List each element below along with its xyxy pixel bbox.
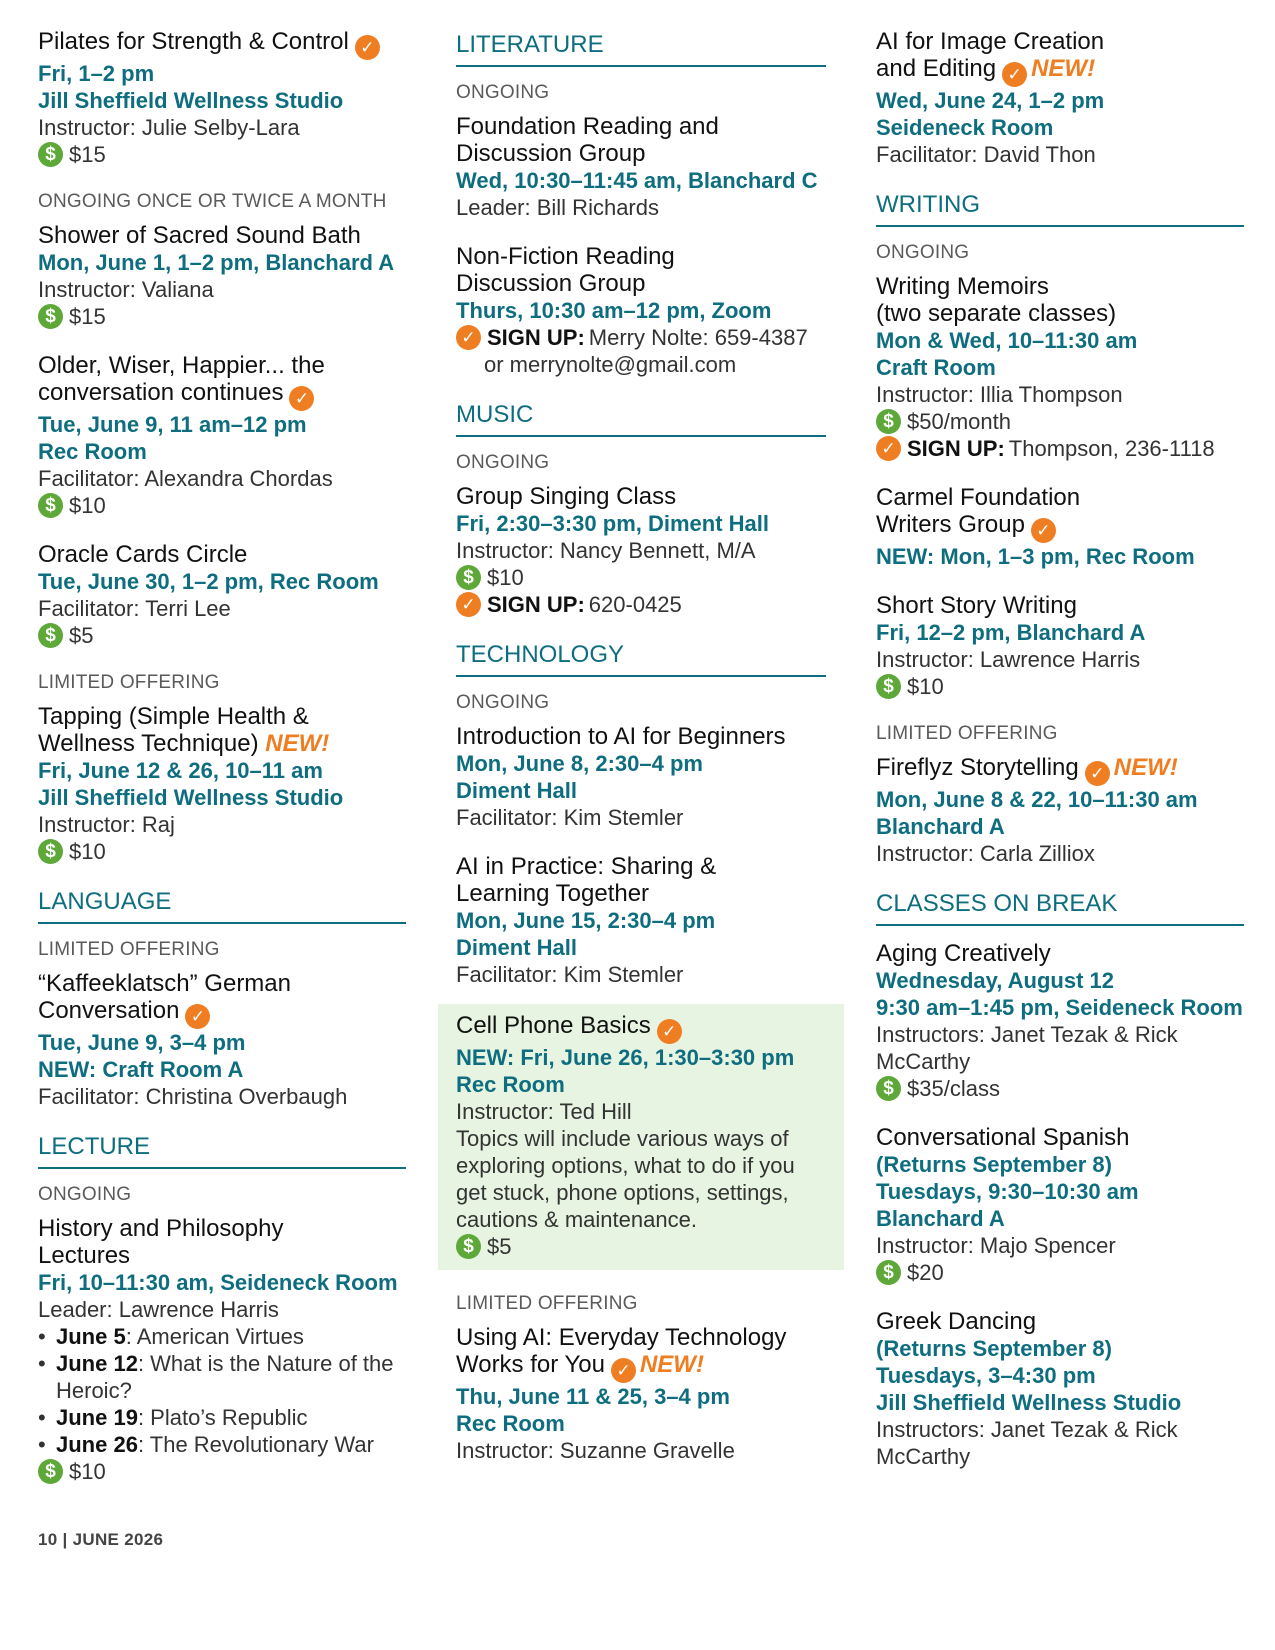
category-label: LIMITED OFFERING <box>456 1293 638 1314</box>
course-location: Jill Sheffield Wellness Studio <box>876 1390 1182 1415</box>
check-badge-icon: ✓ <box>876 436 901 461</box>
course-price: $ $10 <box>456 564 826 591</box>
page-number: 10 <box>38 1530 58 1549</box>
course-title: Older, Wiser, Happier... the <box>38 352 325 379</box>
course-title: “Kaffeeklatsch” German <box>38 970 291 997</box>
category-label: LIMITED OFFERING <box>38 939 220 960</box>
section-heading-music: MUSIC <box>456 400 826 437</box>
course-cell-phone-basics <box>438 1004 844 1270</box>
course-title-cont: and Editing <box>876 55 997 82</box>
footer-separator: | <box>62 1530 68 1549</box>
course-time: Wed, June 24, 1–2 pm <box>876 88 1105 113</box>
course-history-philosophy <box>38 1215 406 1485</box>
course-title-cont: conversation continues <box>38 379 284 406</box>
course-location: Seideneck Room <box>876 115 1054 140</box>
dollar-icon: $ <box>876 1260 901 1285</box>
course-title: Foundation Reading and <box>456 113 719 140</box>
new-badge: NEW! <box>1031 55 1096 82</box>
course-location: Rec Room <box>38 439 147 464</box>
course-facilitator: Facilitator: David Thon <box>876 142 1096 167</box>
course-price: $ $5 <box>38 622 406 649</box>
course-title-cont: Learning Together <box>456 880 650 907</box>
course-title: Short Story Writing <box>876 592 1077 619</box>
category-label: ONGOING <box>456 452 550 473</box>
course-signup: ✓ SIGN UP: 620-0425 <box>456 591 826 618</box>
course-time: Mon, June 1, 1–2 pm, Blanchard A <box>38 250 395 275</box>
course-ai-image <box>876 28 1244 168</box>
course-title: Using AI: Everyday Technology <box>456 1324 787 1351</box>
course-instructor: Instructors: Janet Tezak & Rick McCarthy <box>876 1022 1178 1074</box>
course-title: Tapping (Simple Health & <box>38 703 309 730</box>
check-badge-icon: ✓ <box>1031 518 1056 543</box>
dollar-icon: $ <box>876 1076 901 1101</box>
course-time: Tuesdays, 9:30–10:30 am <box>876 1179 1139 1204</box>
course-location: Jill Sheffield Wellness Studio <box>38 88 344 113</box>
section-heading-writing: WRITING <box>876 190 1244 227</box>
category-label: ONGOING <box>456 692 550 713</box>
check-badge-icon: ✓ <box>611 1358 636 1383</box>
course-instructor: Instructor: Julie Selby-Lara <box>38 115 300 140</box>
course-location: NEW: Craft Room A <box>38 1057 244 1082</box>
course-tapping <box>38 703 406 865</box>
course-location: 9:30 am–1:45 pm, Seideneck Room <box>876 995 1243 1020</box>
course-time: Mon, June 8, 2:30–4 pm <box>456 751 703 776</box>
course-title: History and Philosophy <box>38 1215 284 1242</box>
check-badge-icon: ✓ <box>456 592 481 617</box>
list-item: • June 19: Plato’s Republic <box>38 1404 406 1431</box>
course-short-story <box>876 592 1244 700</box>
course-time: Fri, 10–11:30 am, Seideneck Room <box>38 1270 398 1295</box>
check-badge-icon: ✓ <box>456 325 481 350</box>
course-title-cont: Works for You <box>456 1351 605 1378</box>
course-returns: (Returns September 8) <box>876 1336 1112 1361</box>
course-time: Fri, 2:30–3:30 pm, Diment Hall <box>456 511 769 536</box>
course-time: Fri, June 12 & 26, 10–11 am <box>38 758 323 783</box>
category-label: ONGOING <box>38 1184 132 1205</box>
course-time: Mon, June 15, 2:30–4 pm <box>456 908 716 933</box>
list-item: • June 12: What is the Nature of the Heroic? <box>38 1350 406 1404</box>
course-facilitator: Facilitator: Christina Overbaugh <box>38 1084 348 1109</box>
course-location: Diment Hall <box>456 778 578 803</box>
dollar-icon: $ <box>876 674 901 699</box>
course-location: Rec Room <box>456 1072 565 1097</box>
check-badge-icon: ✓ <box>1085 761 1110 786</box>
course-instructor: Instructor: Suzanne Gravelle <box>456 1438 735 1463</box>
course-time: Fri, 12–2 pm, Blanchard A <box>876 620 1146 645</box>
category-label: ONGOING ONCE OR TWICE A MONTH <box>38 191 387 212</box>
lecture-list <box>38 1323 406 1458</box>
course-signup-email: or merrynolte@gmail.com <box>484 352 737 377</box>
course-group-singing <box>456 483 826 618</box>
page-footer <box>38 1530 163 1550</box>
column-right <box>876 28 1244 1492</box>
course-price: $ $15 <box>38 141 406 168</box>
dollar-icon: $ <box>38 304 63 329</box>
column-middle <box>456 28 826 1486</box>
course-facilitator: Facilitator: Terri Lee <box>38 596 231 621</box>
course-title: AI for Image Creation <box>876 28 1105 55</box>
course-price: $ $50/month <box>876 408 1244 435</box>
course-instructor: Instructor: Ted Hill <box>456 1099 632 1124</box>
course-older-wiser <box>38 352 406 519</box>
dollar-icon: $ <box>456 1234 481 1259</box>
course-time: Mon & Wed, 10–11:30 am <box>876 328 1138 353</box>
course-carmel-writers <box>876 484 1244 570</box>
course-instructor: Instructor: Nancy Bennett, M/A <box>456 538 756 563</box>
check-badge-icon: ✓ <box>185 1004 210 1029</box>
course-location: Jill Sheffield Wellness Studio <box>38 785 344 810</box>
course-title-cont: Discussion Group <box>456 270 646 297</box>
course-facilitator: Facilitator: Kim Stemler <box>456 962 684 987</box>
dollar-icon: $ <box>876 409 901 434</box>
dollar-icon: $ <box>456 565 481 590</box>
dollar-icon: $ <box>38 1459 63 1484</box>
course-instructor: Instructor: Raj <box>38 812 175 837</box>
course-signup: ✓ SIGN UP: Thompson, 236-1118 <box>876 435 1244 462</box>
course-location: Blanchard A <box>876 1206 1005 1231</box>
category-label: ONGOING <box>876 242 970 263</box>
column-left <box>38 28 406 1507</box>
section-heading-language: LANGUAGE <box>38 887 406 924</box>
course-title: Non-Fiction Reading <box>456 243 675 270</box>
course-foundation-reading <box>456 113 826 221</box>
course-time: Fri, 1–2 pm <box>38 61 155 86</box>
course-pilates <box>38 28 406 168</box>
category-label: ONGOING <box>456 82 550 103</box>
course-oracle-cards <box>38 541 406 649</box>
course-location: Rec Room <box>456 1411 565 1436</box>
course-time: NEW: Fri, June 26, 1:30–3:30 pm <box>456 1045 795 1070</box>
course-price: $ $20 <box>876 1259 1244 1286</box>
category-label: LIMITED OFFERING <box>38 672 220 693</box>
new-badge: NEW! <box>639 1351 704 1378</box>
course-aging-creatively <box>876 940 1244 1102</box>
check-badge-icon: ✓ <box>355 35 380 60</box>
course-time: Wed, 10:30–11:45 am, Blanchard C <box>456 168 818 193</box>
course-fireflyz <box>876 754 1244 867</box>
course-price: $ $5 <box>456 1233 826 1260</box>
course-time: Thurs, 10:30 am–12 pm, Zoom <box>456 298 772 323</box>
course-ai-practice <box>456 853 826 988</box>
course-location: Craft Room <box>876 355 996 380</box>
course-leader: Leader: Bill Richards <box>456 195 659 220</box>
course-sound-bath <box>38 222 406 330</box>
section-heading-literature: LITERATURE <box>456 30 826 67</box>
list-item: • June 5: American Virtues <box>38 1323 406 1350</box>
course-title: Group Singing Class <box>456 483 677 510</box>
check-badge-icon: ✓ <box>657 1019 682 1044</box>
course-signup: ✓ SIGN UP: Merry Nolte: 659-4387 <box>456 324 826 351</box>
course-location: Diment Hall <box>456 935 578 960</box>
new-badge: NEW! <box>265 730 330 757</box>
check-badge-icon: ✓ <box>1002 62 1027 87</box>
dollar-icon: $ <box>38 623 63 648</box>
course-using-ai <box>456 1324 826 1464</box>
course-title: AI in Practice: Sharing & <box>456 853 717 880</box>
course-intro-ai <box>456 723 826 831</box>
course-time: Tuesdays, 3–4:30 pm <box>876 1363 1096 1388</box>
category-label: LIMITED OFFERING <box>876 723 1058 744</box>
course-price: $ $10 <box>38 1458 406 1485</box>
section-heading-classes-on-break: CLASSES ON BREAK <box>876 889 1244 926</box>
course-time: Wednesday, August 12 <box>876 968 1114 993</box>
course-title-cont: Conversation <box>38 997 180 1024</box>
course-instructor: Instructor: Lawrence Harris <box>876 647 1141 672</box>
course-title: Writing Memoirs <box>876 273 1049 300</box>
course-title: Aging Creatively <box>876 940 1051 967</box>
course-price: $ $10 <box>38 838 406 865</box>
course-title: Cell Phone Basics <box>456 1012 651 1039</box>
course-title: Fireflyz Storytelling <box>876 754 1079 781</box>
course-greek-dancing <box>876 1308 1244 1470</box>
dollar-icon: $ <box>38 839 63 864</box>
course-instructor: Instructor: Carla Zilliox <box>876 841 1095 866</box>
course-conversational-spanish <box>876 1124 1244 1286</box>
course-title-cont: Writers Group <box>876 511 1025 538</box>
course-time: Tue, June 30, 1–2 pm, Rec Room <box>38 569 379 594</box>
course-nonfiction-reading <box>456 243 826 378</box>
course-title-cont: Lectures <box>38 1242 131 1269</box>
course-time: Thu, June 11 & 25, 3–4 pm <box>456 1384 730 1409</box>
course-price: $ $35/class <box>876 1075 1244 1102</box>
course-title: Shower of Sacred Sound Bath <box>38 222 361 249</box>
course-title: Introduction to AI for Beginners <box>456 723 786 750</box>
course-title: Carmel Foundation <box>876 484 1081 511</box>
course-returns: (Returns September 8) <box>876 1152 1112 1177</box>
course-instructor: Instructor: Valiana <box>38 277 214 302</box>
dollar-icon: $ <box>38 493 63 518</box>
course-leader: Leader: Lawrence Harris <box>38 1297 279 1322</box>
course-time: Mon, June 8 & 22, 10–11:30 am <box>876 787 1198 812</box>
list-item: • June 26: The Revolutionary War <box>38 1431 406 1458</box>
check-badge-icon: ✓ <box>289 386 314 411</box>
section-heading-technology: TECHNOLOGY <box>456 640 826 677</box>
course-description: Topics will include various ways of exploring options, what to do if you get stuck, phone options, settings, cautions & maintenance. <box>456 1126 795 1232</box>
course-facilitator: Facilitator: Kim Stemler <box>456 805 684 830</box>
course-instructor: Instructor: Majo Spencer <box>876 1233 1116 1258</box>
course-time: Tue, June 9, 11 am–12 pm <box>38 412 307 437</box>
course-title: Greek Dancing <box>876 1308 1037 1335</box>
dollar-icon: $ <box>38 142 63 167</box>
course-german <box>38 970 406 1110</box>
course-price: $ $10 <box>876 673 1244 700</box>
course-instructor: Instructors: Janet Tezak & Rick McCarthy <box>876 1417 1178 1469</box>
course-price: $ $10 <box>38 492 406 519</box>
course-title-cont: Discussion Group <box>456 140 646 167</box>
course-price: $ $15 <box>38 303 406 330</box>
course-time: Tue, June 9, 3–4 pm <box>38 1030 246 1055</box>
course-title-cont: Wellness Technique) <box>38 730 259 757</box>
course-writing-memoirs <box>876 273 1244 462</box>
course-time: NEW: Mon, 1–3 pm, Rec Room <box>876 544 1195 569</box>
section-heading-lecture: LECTURE <box>38 1132 406 1169</box>
course-facilitator: Facilitator: Alexandra Chordas <box>38 466 333 491</box>
course-title: Pilates for Strength & Control <box>38 28 349 55</box>
new-badge: NEW! <box>1113 754 1178 781</box>
course-instructor: Instructor: Illia Thompson <box>876 382 1123 407</box>
course-location: Blanchard A <box>876 814 1005 839</box>
course-title: Conversational Spanish <box>876 1124 1130 1151</box>
issue-date: JUNE 2026 <box>72 1530 164 1549</box>
course-title: Oracle Cards Circle <box>38 541 248 568</box>
course-title-cont: (two separate classes) <box>876 300 1117 327</box>
